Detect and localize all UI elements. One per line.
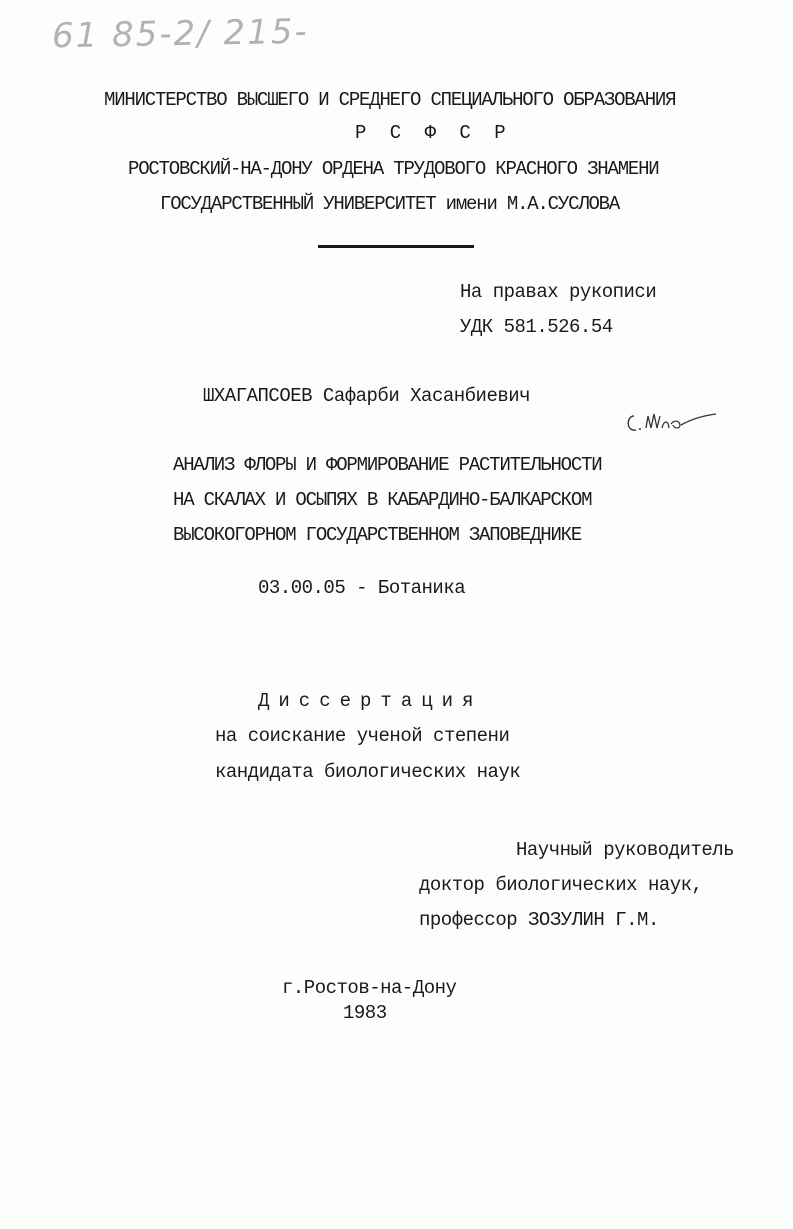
supervisor-name: профессор ЗОЗУЛИН Г.М. [419, 909, 659, 931]
archive-handwritten-mark: 61 85-2/ 215- [51, 11, 310, 57]
manuscript-rights: На правах рукописи [460, 281, 657, 303]
title-line1: АНАЛИЗ ФЛОРЫ И ФОРМИРОВАНИЕ РАСТИТЕЛЬНОСТИ [173, 454, 602, 476]
university-heading-line1: РОСТОВСКИЙ-НА-ДОНУ ОРДЕНА ТРУДОВОГО КРАСНОГО ЗНАМЕНИ [128, 158, 659, 180]
city: г.Ростов-на-Дону [282, 977, 457, 999]
dissertation-purpose-line2: кандидата биологических наук [215, 761, 521, 783]
title-line2: НА СКАЛАХ И ОСЫПЯХ В КАБАРДИНО-БАЛКАРСКОМ [173, 489, 592, 511]
ministry-heading: МИНИСТЕРСТВО ВЫСШЕГО И СРЕДНЕГО СПЕЦИАЛЬНОГО ОБРАЗОВАНИЯ [104, 89, 676, 111]
supervisor-role: Научный руководитель [516, 839, 735, 861]
republic-heading: Р С Ф С Р [355, 122, 512, 144]
supervisor-degree: доктор биологических наук, [419, 874, 703, 896]
author-name: ШХАГАПСОЕВ Сафарби Хасанбиевич [203, 385, 531, 407]
header-divider [318, 245, 474, 248]
title-line3: ВЫСОКОГОРНОМ ГОСУДАРСТВЕННОМ ЗАПОВЕДНИКЕ [173, 524, 582, 546]
year: 1983 [343, 1002, 387, 1024]
university-heading-line2: ГОСУДАРСТВЕННЫЙ УНИВЕРСИТЕТ имени М.А.СУСЛОВА [160, 193, 620, 215]
udk-code: УДК 581.526.54 [460, 316, 613, 338]
dissertation-purpose-line1: на соискание ученой степени [215, 725, 510, 747]
author-signature [624, 402, 719, 438]
specialty-code: 03.00.05 - Ботаника [258, 577, 466, 599]
dissertation-heading: Диссертация [258, 690, 483, 712]
